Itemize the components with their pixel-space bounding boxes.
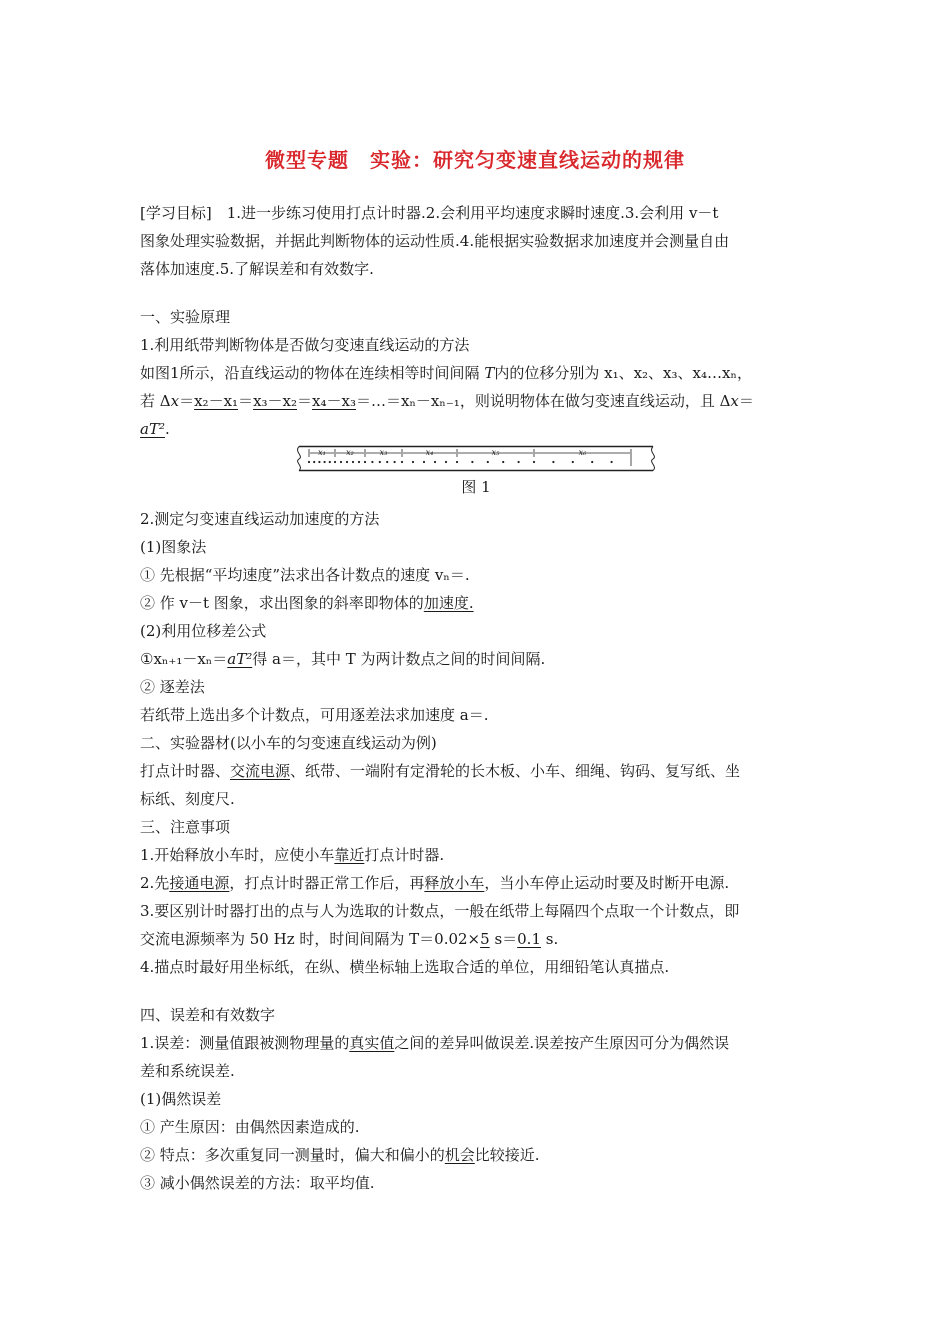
paragraph: 差和系统误差. [140,1062,235,1080]
section-heading-errors: 四、误差和有效数字 [140,1006,276,1024]
segment-label: x₂ [346,448,354,457]
segment-label: x₅ [491,448,500,457]
learning-goals-line-3: 落体加速度.5.了解误差和有效数字. [140,260,374,278]
tape-dot [346,461,348,463]
segment-label: x₁ [318,448,326,457]
learning-goals-line-2: 图象处理实验数据，并据此判断物体的运动性质.4.能根据实验数据求加速度并会测量自由 [140,232,730,250]
paragraph: ② 逐差法 [140,678,205,696]
paragraph: 若纸带上选出多个计数点，可用逐差法求加速度 a＝. [140,706,489,724]
tape-dot [308,461,310,463]
learning-goals-line-1: [学习目标] 1.进一步练习使用打点计时器.2.会利用平均速度求瞬时速度.3.会利用 v－t [140,204,719,222]
segment-label: x₆ [578,448,587,457]
tape-dot [371,461,373,463]
tape-dot [445,461,447,463]
tape-dot [313,461,315,463]
tape-dot [358,461,360,463]
paragraph: ③ 减小偶然误差的方法：取平均值. [140,1174,375,1192]
paragraph: 1.开始释放小车时，应使小车靠近打点计时器. [140,846,445,864]
paragraph: (2)利用位移差公式 [140,622,267,640]
paragraph: 标纸、刻度尺. [140,790,235,808]
segment-label: x₄ [425,448,434,457]
tape-dot [611,461,613,463]
fill-in-answer: 靠近 [334,846,365,864]
paragraph: ① 产生原因：由偶然因素造成的. [140,1118,360,1136]
fill-in-answer: aT² [227,650,253,668]
paragraph: ② 特点：多次重复同一测量时，偏大和偏小的机会比较接近. [140,1146,540,1164]
paragraph: (1)偶然误差 [140,1090,222,1108]
tape-dot [434,461,436,463]
paragraph: 1.利用纸带判断物体是否做匀变速直线运动的方法 [140,336,470,354]
figure-1 [140,443,812,505]
tape-dot [591,461,593,463]
tape-dot [502,461,504,463]
figure-caption: 图 1 [461,478,491,496]
tape-dot [394,461,396,463]
segment-label: x₃ [379,448,388,457]
tape-dot [412,461,414,463]
fill-in-answer: 释放小车 [424,874,485,892]
paragraph: ① 先根据“平均速度”法求出各计数点的速度 vₙ＝. [140,566,470,584]
fill-in-answer: 真实值 [349,1034,395,1052]
fill-in-answer: aT² [140,420,165,438]
tape-dot [334,461,336,463]
fill-in-answer: x₂－x₁ [194,392,239,410]
fill-in-answer: 交流电源 [230,762,291,780]
paragraph: ①xₙ₊₁－xₙ＝aT²得 a＝，其中 T 为两计数点之间的时间间隔. [140,650,546,668]
tape-dot [352,461,354,463]
paragraph: 打点计时器、交流电源、纸带、一端附有定滑轮的长木板、小车、细绳、钩码、复写纸、坐 [140,762,741,780]
fill-in-answer: 机会 [444,1146,475,1164]
tape-dot [471,461,473,463]
tape-dot [364,461,366,463]
tape-dot [379,461,381,463]
tape-dot [318,461,320,463]
paragraph: 3.要区别计时器打出的点与人为选取的计数点，一般在纸带上每隔四个点取一个计数点，即 [140,902,740,920]
fill-in-answer: x₄－x₃ [312,392,356,410]
fill-in-answer: 5 [480,930,490,948]
paragraph: 交流电源频率为 50 Hz 时，时间间隔为 T＝0.02×5 s＝0.1 s. [140,930,559,948]
paragraph: ② 作 v－t 图象，求出图象的斜率即物体的加速度. [140,594,474,612]
tape-dot [386,461,388,463]
paragraph: 如图1所示，沿直线运动的物体在连续相等时间间隔 T内的位移分别为 x₁、x₂、x₃、x₄…xₙ， [140,364,752,382]
fill-in-answer: 接通电源 [169,874,230,892]
tape-dot [533,461,535,463]
tape-dot [401,461,403,463]
tape-dot [423,461,425,463]
tape-dot [487,461,489,463]
section-heading-equipment: 二、实验器材(以小车的匀变速直线运动为例) [140,734,437,752]
paragraph: 若 Δx＝x₂－x₁＝x₃－x₂＝x₄－x₃＝…＝xₙ－xₙ₋₁，则说明物体在做匀变速直线运动，且 Δx＝ [140,392,754,410]
fill-in-answer: 0.1 [517,930,541,948]
paragraph: (1)图象法 [140,538,207,556]
paragraph: 2.先接通电源，打点计时器正常工作后，再释放小车，当小车停止运动时要及时断开电源. [140,874,730,892]
tape-dot [456,461,458,463]
paper-tape-diagram [299,446,653,471]
fill-in-answer: 加速度. [423,594,474,612]
paragraph: aT². [140,420,170,438]
paragraph: 1.误差：测量值跟被测物理量的真实值之间的差异叫做误差.误差按产生原因可分为偶然误 [140,1034,730,1052]
page-title: 微型专题 实验：研究匀变速直线运动的规律 [265,148,685,172]
paragraph: 2.测定匀变速直线运动加速度的方法 [140,510,380,528]
section-heading-principle: 一、实验原理 [140,308,231,326]
tape-dot [340,461,342,463]
tape-dot [329,461,331,463]
section-heading-precautions: 三、注意事项 [140,818,231,836]
fill-in-answer: x₃－x₂ [253,392,298,410]
tape-dot [518,461,520,463]
document-body [140,199,812,1197]
tape-dot [324,461,326,463]
tape-dot [572,461,574,463]
tape-dot [552,461,554,463]
paragraph: 4.描点时最好用坐标纸，在纵、横坐标轴上选取合适的单位，用细铅笔认真描点. [140,958,670,976]
